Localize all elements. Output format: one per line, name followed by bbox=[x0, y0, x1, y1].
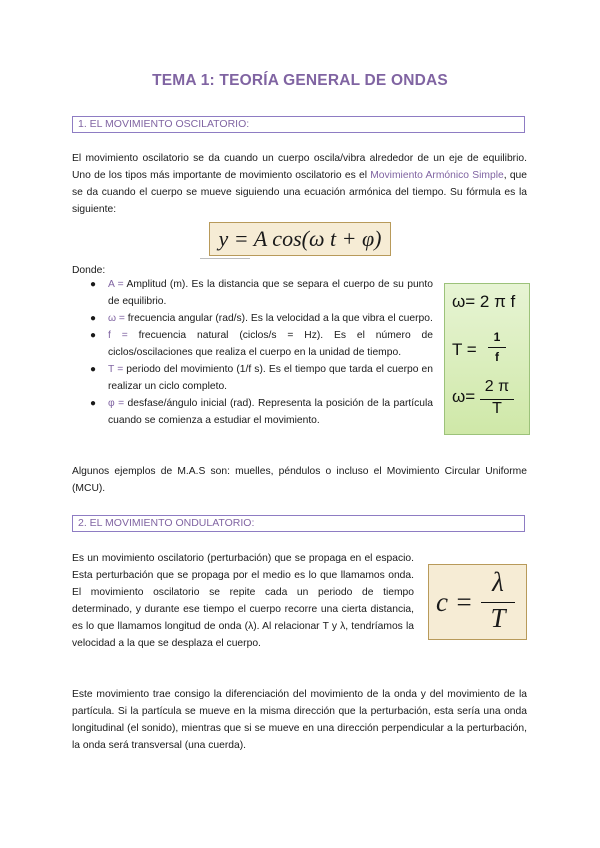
period-numerator: 1 bbox=[493, 330, 501, 344]
omega2-lhs: ω= bbox=[452, 387, 476, 406]
c-lhs: c = bbox=[436, 587, 473, 617]
section-heading-ondulatorio: 2. EL MOVIMIENTO ONDULATORIO: bbox=[72, 515, 525, 532]
donde-label: Donde: bbox=[72, 265, 106, 276]
bullet-icon: ● bbox=[90, 313, 97, 324]
omega2-numerator: 2 π bbox=[484, 378, 510, 395]
intro-text-2: , que se da cuando el cuerpo se mueve siguiendo una ecuación armónica del tiempo. Su fórmula es la siguiente: bbox=[72, 170, 528, 215]
param-symbol: ω = bbox=[108, 313, 125, 324]
period-denominator: f bbox=[495, 350, 499, 364]
section-heading-oscilatorio: 1. EL MOVIMIENTO OSCILATORIO: bbox=[72, 116, 525, 133]
period-lhs: T = bbox=[452, 340, 477, 359]
param-symbol: A = bbox=[108, 279, 124, 290]
param-symbol: f = bbox=[108, 330, 128, 341]
fraction-bar bbox=[488, 347, 506, 348]
particle-paragraph: Este movimiento trae consigo la diferenciación del movimiento de la onda y del movimiento de la partícula. Si la partícula se mueve en la misma dirección que la perturbación, esta sería una onda longitudinal (el sonido), mientras que si se mueve en una dirección perpendicular a la perturbación, la onda será transversal (una cuerda). bbox=[72, 689, 527, 751]
param-symbol: φ = bbox=[108, 398, 125, 409]
mas-formula: y = A cos(ω t + φ) bbox=[209, 222, 391, 256]
wave-speed-formula bbox=[428, 564, 527, 640]
mas-highlight: Movimiento Armónico Simple bbox=[370, 170, 504, 181]
omega-formula: ω= 2 π f bbox=[452, 292, 516, 311]
intro-paragraph bbox=[72, 150, 527, 218]
bullet-icon: ● bbox=[90, 398, 97, 409]
bullet-icon: ● bbox=[90, 330, 97, 341]
list-item bbox=[90, 327, 433, 361]
list-item bbox=[90, 310, 433, 327]
param-text: Amplitud (m). Es la distancia que se separa el cuerpo de su punto de equilibrio. bbox=[108, 279, 433, 307]
list-item bbox=[90, 361, 433, 395]
formula-box-green bbox=[444, 283, 530, 435]
c-numerator: λ bbox=[492, 567, 504, 597]
param-text: frecuencia natural (ciclos/s = Hz). Es el número de ciclos/oscilaciones que realiza el cuerpo en la unidad de tiempo. bbox=[108, 330, 433, 358]
omega2-denominator: T bbox=[492, 400, 502, 417]
bullet-icon: ● bbox=[90, 364, 97, 375]
c-denominator: T bbox=[490, 603, 506, 633]
list-item bbox=[90, 395, 433, 429]
page-title: TEMA 1: TEORÍA GENERAL DE ONDAS bbox=[152, 72, 448, 89]
formula-divider bbox=[200, 258, 250, 259]
param-symbol: T = bbox=[108, 364, 124, 375]
param-text: periodo del movimiento (1/f s). Es el tiempo que tarda el cuerpo en realizar un ciclo completo. bbox=[108, 364, 434, 392]
param-text: frecuencia angular (rad/s). Es la velocidad a la que vibra el cuerpo. bbox=[124, 313, 433, 324]
param-text: desfase/ángulo inicial (rad). Representa la posición de la partícula cuando se comienza a estudiar el movimiento. bbox=[108, 398, 433, 426]
intro-text-1: El movimiento oscilatorio se da cuando un cuerpo oscila/vibra alrededor de un eje de equilibrio. Uno de los tipos más importante de movimiento oscilatorio es el bbox=[72, 153, 527, 181]
examples-paragraph: Algunos ejemplos de M.A.S son: muelles, péndulos o incluso el Movimiento Circular Uniforme (MCU). bbox=[72, 466, 527, 494]
list-item bbox=[90, 276, 433, 310]
parameter-list bbox=[90, 276, 433, 429]
bullet-icon: ● bbox=[90, 279, 97, 290]
onda-paragraph: Es un movimiento oscilatorio (perturbación) que se propaga en el espacio. Esta perturbación que se propaga por el medio es lo que llamamos onda. El movimiento oscilatorio se repite cada un periodo de tiempo determinado, y durante ese tiempo el cuerpo recorre una cierta distancia, es lo que llamamos longitud de onda (λ). Al relacionar T y λ, tendríamos la velocidad a la que se desplaza el cuerpo. bbox=[72, 553, 414, 649]
